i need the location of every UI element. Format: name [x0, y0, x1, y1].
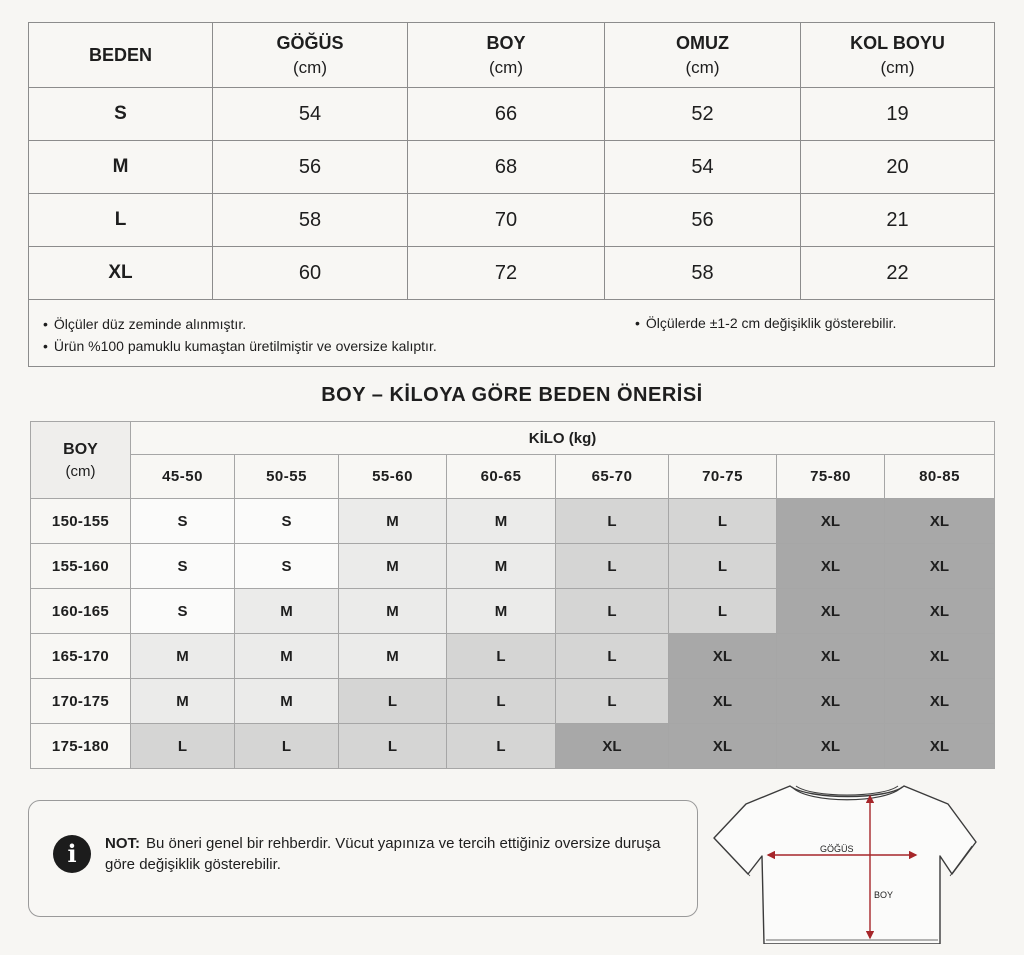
weight-range-row: [31, 455, 995, 499]
size-chart-table: [28, 22, 995, 367]
header-unit: (cm): [880, 57, 915, 77]
note-item: • Ölçülerde ±1-2 cm değişiklik gösterebilir.: [635, 315, 897, 331]
note-lead: NOT:: [105, 835, 140, 852]
size-recommendation-cell: XL: [885, 499, 995, 544]
size-recommendation-cell: S: [235, 499, 339, 544]
size-recommendation-cell: XL: [777, 724, 885, 769]
header-unit: (cm): [685, 57, 720, 77]
header-boy: BOY (cm): [408, 23, 605, 88]
size-recommendation-cell: XL: [885, 724, 995, 769]
weight-range-header: 65-70: [556, 455, 669, 499]
size-recommendation-cell: L: [447, 679, 556, 724]
header-unit: (cm): [489, 57, 523, 77]
note-item: • Ölçüler düz zeminde alınmıştır.: [43, 316, 247, 332]
kol-value: 19: [801, 88, 995, 141]
omuz-value: 56: [605, 194, 801, 247]
size-recommendation-cell: XL: [669, 634, 777, 679]
boy-value: 68: [408, 141, 605, 194]
bullet-icon: •: [43, 338, 48, 354]
height-range-label: 165-170: [31, 634, 131, 679]
size-label: M: [29, 141, 213, 194]
size-recommendation-cell: L: [235, 724, 339, 769]
weight-range-header: 60-65: [447, 455, 556, 499]
header-omuz: OMUZ (cm): [605, 23, 801, 88]
size-recommendation-cell: XL: [777, 589, 885, 634]
header-beden: BEDEN: [29, 23, 213, 88]
size-recommendation-cell: XL: [777, 634, 885, 679]
size-recommendation-cell: S: [235, 544, 339, 589]
recommendation-row: [31, 724, 995, 769]
size-label: S: [29, 88, 213, 141]
recommendation-title: BOY – KİLOYA GÖRE BEDEN ÖNERİSİ: [321, 384, 703, 406]
recommendation-row: [31, 634, 995, 679]
weight-range-header: 80-85: [885, 455, 995, 499]
kol-value: 22: [801, 247, 995, 300]
size-recommendation-cell: M: [339, 589, 447, 634]
gogus-value: 54: [213, 88, 408, 141]
size-recommendation-cell: S: [131, 499, 235, 544]
size-recommendation-cell: L: [339, 724, 447, 769]
size-recommendation-cell: L: [131, 724, 235, 769]
size-recommendation-cell: M: [447, 589, 556, 634]
recommendation-row: [31, 679, 995, 724]
info-icon: i: [53, 835, 91, 873]
size-recommendation-cell: L: [339, 679, 447, 724]
size-recommendation-cell: M: [235, 634, 339, 679]
omuz-value: 54: [605, 141, 801, 194]
size-recommendation-cell: L: [669, 499, 777, 544]
boy-value: 66: [408, 88, 605, 141]
height-range-label: 150-155: [31, 499, 131, 544]
note-box: [28, 800, 698, 917]
size-recommendation-cell: XL: [885, 544, 995, 589]
header-kol-boyu: KOL BOYU (cm): [801, 23, 995, 88]
notes-row: [29, 300, 995, 367]
size-recommendation-cell: L: [556, 499, 669, 544]
weight-range-header: 45-50: [131, 455, 235, 499]
header-unit: (cm): [293, 57, 327, 77]
size-recommendation-cell: S: [131, 589, 235, 634]
gogus-value: 56: [213, 141, 408, 194]
weight-range-header: 55-60: [339, 455, 447, 499]
size-recommendation-cell: XL: [777, 499, 885, 544]
gogus-value: 58: [213, 194, 408, 247]
weight-range-header: 75-80: [777, 455, 885, 499]
note-item: • Ürün %100 pamuklu kumaştan üretilmiştir ve oversize kalıptır.: [43, 338, 437, 354]
size-recommendation-cell: M: [235, 589, 339, 634]
size-recommendation-cell: M: [131, 634, 235, 679]
size-chart-header-row: [29, 23, 995, 88]
omuz-value: 52: [605, 88, 801, 141]
size-row-s: [29, 88, 995, 141]
size-label: XL: [29, 247, 213, 300]
note-text: [105, 833, 665, 875]
size-recommendation-cell: XL: [669, 679, 777, 724]
size-recommendation-cell: L: [447, 724, 556, 769]
gogus-value: 60: [213, 247, 408, 300]
size-row-m: [29, 141, 995, 194]
size-recommendation-cell: M: [235, 679, 339, 724]
size-recommendation-cell: L: [669, 544, 777, 589]
size-recommendation-cell: XL: [885, 634, 995, 679]
size-label: L: [29, 194, 213, 247]
size-recommendation-cell: M: [447, 544, 556, 589]
size-recommendation-cell: XL: [777, 679, 885, 724]
size-recommendation-cell: L: [669, 589, 777, 634]
bullet-icon: •: [43, 316, 48, 332]
tshirt-measurement-diagram: [708, 778, 980, 944]
size-recommendation-cell: XL: [885, 679, 995, 724]
size-recommendation-cell: XL: [777, 544, 885, 589]
size-recommendation-cell: XL: [885, 589, 995, 634]
size-recommendation-cell: L: [556, 544, 669, 589]
size-recommendation-cell: L: [556, 589, 669, 634]
recommendation-body: [31, 499, 995, 769]
size-recommendation-cell: L: [556, 634, 669, 679]
boy-value: 72: [408, 247, 605, 300]
size-recommendation-cell: L: [447, 634, 556, 679]
size-recommendation-cell: L: [556, 679, 669, 724]
boy-column-header: BOY (cm): [31, 422, 131, 499]
height-range-label: 170-175: [31, 679, 131, 724]
height-range-label: 155-160: [31, 544, 131, 589]
size-row-xl: [29, 247, 995, 300]
size-recommendation-cell: M: [339, 544, 447, 589]
header-gogus: GÖĞÜS (cm): [213, 23, 408, 88]
height-range-label: 160-165: [31, 589, 131, 634]
kol-value: 20: [801, 141, 995, 194]
notes-cell: [29, 300, 995, 367]
size-recommendation-table: [30, 421, 995, 769]
weight-range-header: 50-55: [235, 455, 339, 499]
size-row-l: [29, 194, 995, 247]
recommendation-row: [31, 499, 995, 544]
omuz-value: 58: [605, 247, 801, 300]
bullet-icon: •: [635, 315, 640, 331]
height-range-label: 175-180: [31, 724, 131, 769]
recommendation-row: [31, 544, 995, 589]
length-label: BOY: [874, 890, 894, 900]
size-recommendation-cell: M: [131, 679, 235, 724]
weight-range-header: 70-75: [669, 455, 777, 499]
size-recommendation-cell: M: [339, 634, 447, 679]
tshirt-outline: [714, 786, 976, 944]
recommendation-row: [31, 589, 995, 634]
kol-value: 21: [801, 194, 995, 247]
size-recommendation-cell: M: [447, 499, 556, 544]
boy-value: 70: [408, 194, 605, 247]
size-recommendation-cell: S: [131, 544, 235, 589]
kilo-column-header: KİLO (kg): [131, 422, 995, 455]
size-recommendation-cell: XL: [669, 724, 777, 769]
size-recommendation-cell: XL: [556, 724, 669, 769]
note-body: Bu öneri genel bir rehberdir. Vücut yapınıza ve tercih ettiğiniz oversize duruşa göre değişiklik gösterebilir.: [105, 835, 661, 873]
boy-unit: (cm): [65, 462, 96, 480]
size-recommendation-cell: M: [339, 499, 447, 544]
chest-label: GÖĞÜS: [820, 844, 854, 854]
